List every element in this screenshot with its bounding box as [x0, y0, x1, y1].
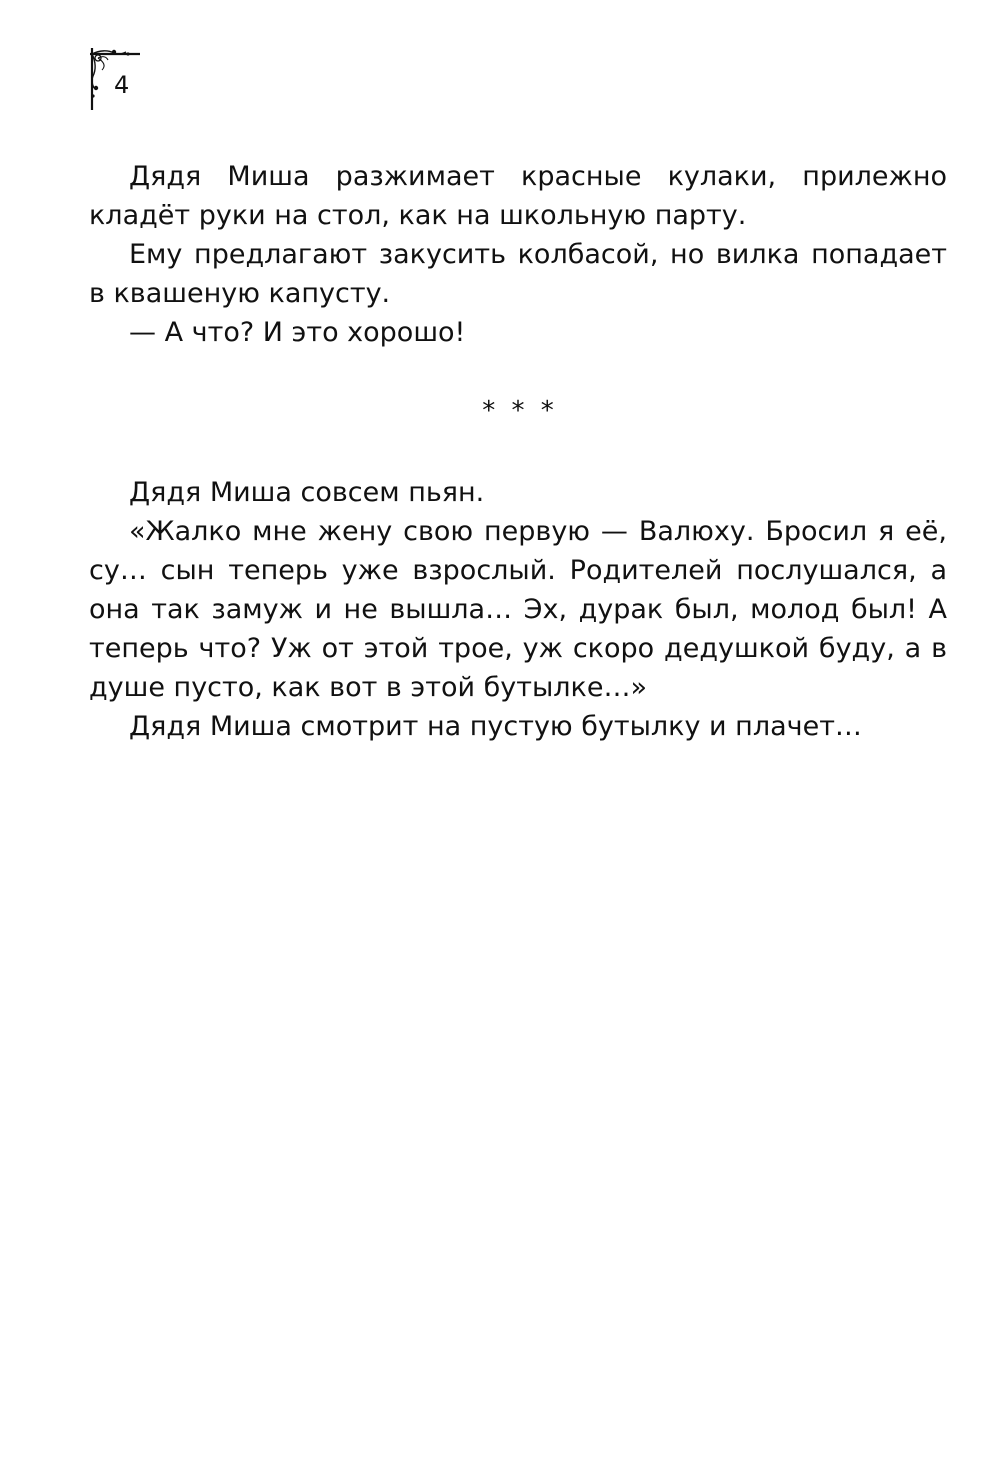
- paragraph: «Жалко мне жену свою первую — Валюху. Бросил я её, су… сын теперь уже взрослый. Родителей послушался, а она так замуж и не вышла… Эх, дурак был, молод был! А теперь что? Уж от этой трое, уж скоро дедушкой буду, а в душе пусто, как вот в этой бутылке…»: [89, 516, 947, 703]
- paragraph: — А что? И это хорошо!: [129, 317, 466, 348]
- page-number: 4: [114, 71, 130, 99]
- paragraph: Дядя Миша смотрит на пустую бутылку и плачет…: [129, 711, 862, 742]
- text-section-2: [89, 473, 947, 746]
- paragraph: Дядя Миша совсем пьян.: [129, 477, 485, 508]
- section-separator: * * *: [482, 396, 558, 426]
- paragraph: Ему предлагают закусить колбасой, но вилка попадает в квашеную капусту.: [89, 239, 947, 309]
- text-section-1: [89, 157, 947, 352]
- paragraph: Дядя Миша разжимает красные кулаки, прилежно кладёт руки на стол, как на школьную парту.: [89, 161, 947, 231]
